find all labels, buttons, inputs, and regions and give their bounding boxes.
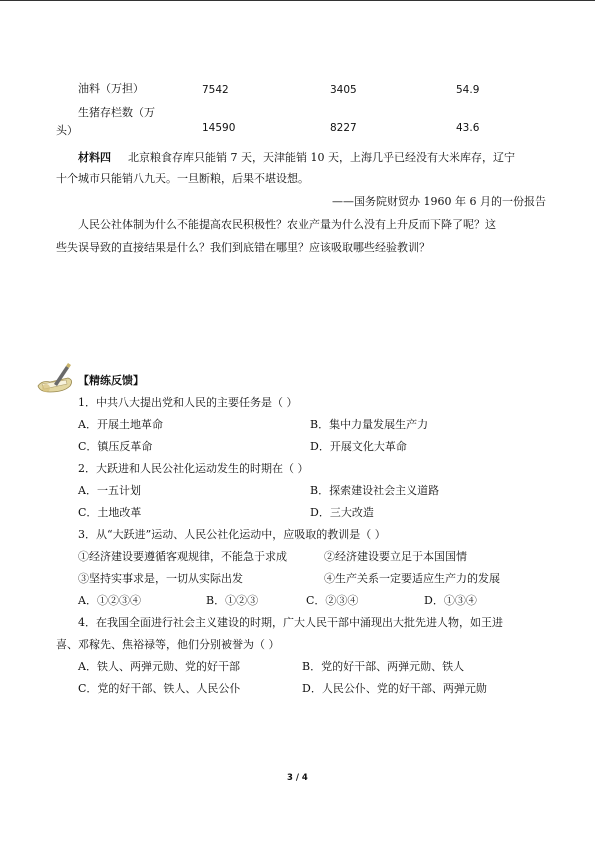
question-text: 些失误导致的直接结果是什么？我们到底错在哪里？应该吸取哪些经验教训？	[56, 241, 430, 254]
section-title: 【精练反馈】	[78, 374, 144, 387]
statement-3: ③坚持实事求是，一切从实际出发	[78, 572, 243, 585]
material-label: 材料四	[78, 151, 111, 164]
question-text: 人民公社体制为什么不能提高农民积极性？农业产量为什么没有上升反而下降了呢？这	[78, 218, 496, 231]
question-stem: 3．从“大跃进”运动、人民公社化运动中，应吸取的教训是（ ）	[78, 528, 386, 541]
writing-pen-icon	[36, 362, 76, 396]
option-b[interactable]: B．党的好干部、两弹元勋、铁人	[302, 660, 465, 673]
option-c[interactable]: C．土地改革	[78, 506, 142, 519]
table-cell-item: 油料（万担）	[78, 82, 144, 95]
table-cell-item: 头）	[56, 124, 78, 137]
question-stem: 4．在我国全面进行社会主义建设的时期，广大人民干部中涌现出大批先进人物，如王进	[78, 616, 503, 629]
table-cell-value: 14590	[202, 122, 236, 134]
table-cell-value: 7542	[202, 84, 229, 96]
statement-2: ②经济建设要立足于本国国情	[324, 550, 467, 563]
material-text: 北京粮食存库只能销 7 天，天津能销 10 天，上海几乎已经没有大米库存，辽宁	[128, 151, 515, 164]
table-cell-percent: 54.9	[456, 84, 480, 96]
question-stem: 1．中共八大提出党和人民的主要任务是（ ）	[78, 396, 298, 409]
option-d[interactable]: D．①③④	[424, 594, 477, 607]
option-c[interactable]: C．党的好干部、铁人、人民公仆	[78, 682, 241, 695]
option-a[interactable]: A．一五计划	[78, 484, 141, 497]
option-c[interactable]: C．②③④	[306, 594, 359, 607]
table-cell-value: 3405	[330, 84, 357, 96]
table-cell-item: 生猪存栏数（万	[78, 106, 155, 119]
table-cell-percent: 43.6	[456, 122, 480, 134]
table-cell-value: 8227	[330, 122, 357, 134]
header-rule	[0, 0, 595, 1]
material-source: ——国务院财贸办 1960 年 6 月的一份报告	[332, 195, 546, 208]
option-a[interactable]: A．①②③④	[78, 594, 141, 607]
material-text: 十个城市只能销八九天。一旦断粮，后果不堪设想。	[56, 172, 309, 185]
option-d[interactable]: D．开展文化大革命	[310, 440, 407, 453]
question-stem: 喜、邓稼先、焦裕禄等，他们分别被誉为（ ）	[56, 638, 280, 651]
option-b[interactable]: B．①②③	[206, 594, 259, 607]
statement-1: ①经济建设要遵循客观规律，不能急于求成	[78, 550, 287, 563]
option-a[interactable]: A．开展土地革命	[78, 418, 163, 431]
option-a[interactable]: A．铁人、两弹元勋、党的好干部	[78, 660, 240, 673]
option-c[interactable]: C．镇压反革命	[78, 440, 153, 453]
option-d[interactable]: D．三大改造	[310, 506, 374, 519]
question-stem: 2．大跃进和人民公社化运动发生的时期在（ ）	[78, 462, 309, 475]
option-b[interactable]: B．集中力量发展生产力	[310, 418, 429, 431]
option-b[interactable]: B．探索建设社会主义道路	[310, 484, 440, 497]
page-number: 3 / 4	[287, 773, 308, 783]
option-d[interactable]: D．人民公仆、党的好干部、两弹元勋	[302, 682, 487, 695]
statement-4: ④生产关系一定要适应生产力的发展	[324, 572, 500, 585]
